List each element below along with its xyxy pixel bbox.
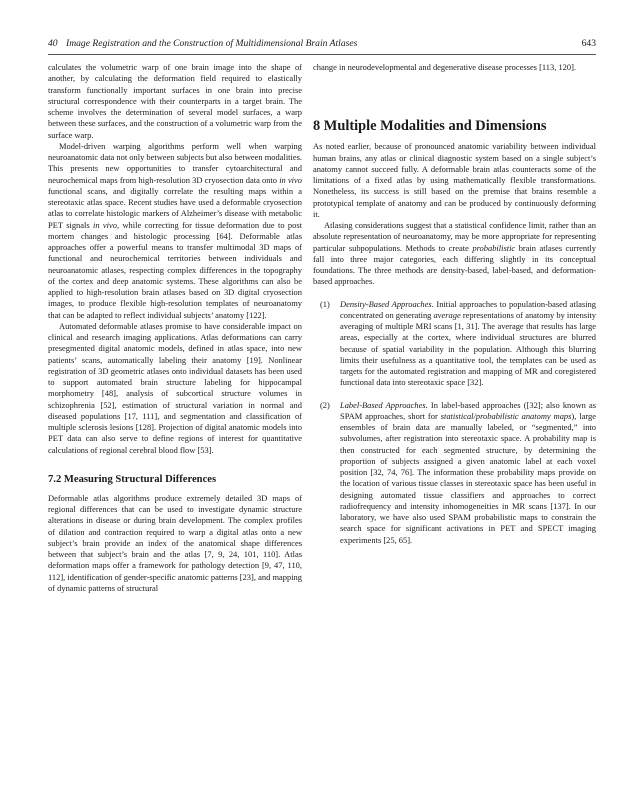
text-run: ), large ensembles of brain data are manually labeled, or “segmented,” into subvolumes, after registration into stereotaxic space. A probability map is then constructed for each segmented structure, by determining the proportion of subjects assigned a given anatomic label at each voxel position [32, 74, 76]. The information these probability maps provide on the location of various tissue classes in stereotaxic space has been useful in designing automated tissue classifiers and approaches to correct radiofrequency and intensity inhomogeneities in MR scans [137]. In our laboratory, we have also used SPAM probabilistic maps to constrain the search space for significant activations in PET and SPECT imaging experiments [25, 65]. [340, 410, 596, 545]
text-run-italic: in vivo, [93, 219, 120, 230]
header-journal-page: 643 [581, 38, 596, 49]
text-run-italic: in vivo [279, 174, 302, 185]
left-paragraph-3: Automated deformable atlases promise to have considerable impact on clinical and research imaging applications. Atlas deformations can carry presegmented digital anatomic models, defined in atlas space, into new patients’ scans, automatically labeling their anatomy [19]. Nonlinear registration of 3D geometric atlases onto individual datasets has been used to support automated brain structure labeling for hippocampal morphometry [48], analysis of subcortical structure volumes in schizophrenia [52], estimation of structural variation in normal and diseased populations [17, 111], and segmentation and classification of multiple sclerosis lesions [128]. Projection of digital anatomic models into PET data can also serve to define regions of interest for quantitative calculations of regional cerebral blood flow [53]. [48, 320, 302, 455]
running-header [48, 38, 596, 49]
right-column [313, 62, 596, 546]
right-paragraph-continued: change in neurodevelopmental and degenerative disease processes [113, 120]. [313, 62, 577, 72]
list-marker: (1) [320, 298, 330, 309]
left-column [48, 62, 302, 594]
text-run: In label-based approaches ([32]; also known as SPAM approaches, short for [340, 399, 596, 421]
left-paragraph-4: Deformable atlas algorithms produce extremely detailed 3D maps of regional differences that can be used to investigate dynamic structure alterations in disease or during brain development. The complex profiles of dilation and contraction required to warp a digital atlas onto a new subject’s brain provide an index of the anatomical shape differences between that subject’s brain and the atlas [7, 9, 24, 101, 110]. Atlas deformation maps offer a framework for pathology detection [9, 47, 110, 112], identification of gender-specific anatomic patterns [23], and mapping of dynamic patterns of structural [48, 492, 302, 593]
text-run: Model-driven warping algorithms perform well when warping neuroanatomic data not only between subjects but also between modalities. This presents new opportunities to transfer cytoarchitectural and neurochemical maps from high-resolution 3D cryosection data onto [48, 140, 302, 185]
list-item-density-based [313, 299, 596, 389]
text-run: representations of anatomy by intensity averaging of multiple MRI scans [1, 31]. The average that results has large areas, especially at the cortex, where individual structures are blurred because of spatial variability in the population. Although this blurring limits their usefulness as a quantitative tool, the templates can be used as targets for the automated registration and mapping of MR and coregistered functional data into stereotaxic space [32]. [340, 309, 596, 388]
right-paragraph-2 [313, 220, 596, 288]
text-run: brain atlases currently fall into three major categories, each differing slightly in its conceptual foundations. The three methods are density-based, label-based, and deformation-based approaches. [313, 242, 596, 287]
subsection-heading: 7.2 Measuring Structural Differences [48, 473, 217, 485]
text-run-italic: probabilistic [472, 242, 516, 253]
list-item-text [340, 299, 596, 389]
text-run: functional scans, and digitally correlate the resulting maps within a stereotaxic atlas space. Recent studies have used a deformable cryosection atlas to correlate histologic markers of Alzheimer’s disease with metabolic PET signals [48, 185, 302, 230]
left-paragraph-1: calculates the volumetric warp of one brain image into the shape of another, by calculating the deformation field required to elastically transform functionally important surfaces in one brain into precise structural correspondence with their counterparts in a target brain. The scheme involves the determination of several model surfaces, a warp between these surfaces, and the construction of a volumetric warp from the surface warp. [48, 62, 302, 140]
left-paragraph-2 [48, 141, 302, 321]
list-item-label-based [313, 400, 596, 546]
list-item-title: Density-Based Approaches. [340, 298, 434, 309]
text-run: Atlasing considerations suggest that a statistical confidence limit, rather than an absolute representation of neuroanatomy, may be more appropriate for representing particular subpopulations. Methods to create [313, 220, 596, 253]
list-item-text [340, 400, 596, 546]
text-run: while correcting for tissue deformation due to post mortem changes and histologic processing [64]. Deformable atlas approaches offer a powerful means to transfer multimodal 3D maps of functional and neurochemical territories between individuals and neuroanatomic atlases, respecting complex differences in the topography of the cortex and deep anatomic systems. These algorithms can also be applied to high-resolution brain atlases based on 3D digital cryosection images, to produce flexible high-resolution templates of neuroanatomy that can be adapted to reflect individual subjects’ anatomy [122]. [48, 219, 302, 320]
text-run: Initial approaches to population-based atlasing concentrated on generating [340, 298, 596, 320]
header-page-number: 40 [48, 38, 58, 49]
right-paragraph-1: As noted earlier, because of pronounced anatomic variability between individual human brains, any atlas or clinical diagnostic system based on a single subject’s anatomy cannot succeed fully. A deformable brain atlas counteracts some of the limitations of a fixed atlas by using mathematically flexible transformations. Nonetheless, its success is still based on the premise that brains resemble a prototypical template of anatomy and can be produced by continuously deforming it. [313, 141, 596, 219]
header-rule [48, 54, 596, 55]
section-heading: 8 Multiple Modalities and Dimensions [313, 118, 547, 135]
text-run-italic: statistical/probabilistic anatomy maps [440, 410, 572, 421]
text-run-italic: average [433, 309, 461, 320]
list-item-title: Label-Based Approaches. [340, 399, 428, 410]
list-marker: (2) [320, 399, 330, 410]
header-running-title: Image Registration and the Construction of Multidimensional Brain Atlases [66, 38, 358, 49]
